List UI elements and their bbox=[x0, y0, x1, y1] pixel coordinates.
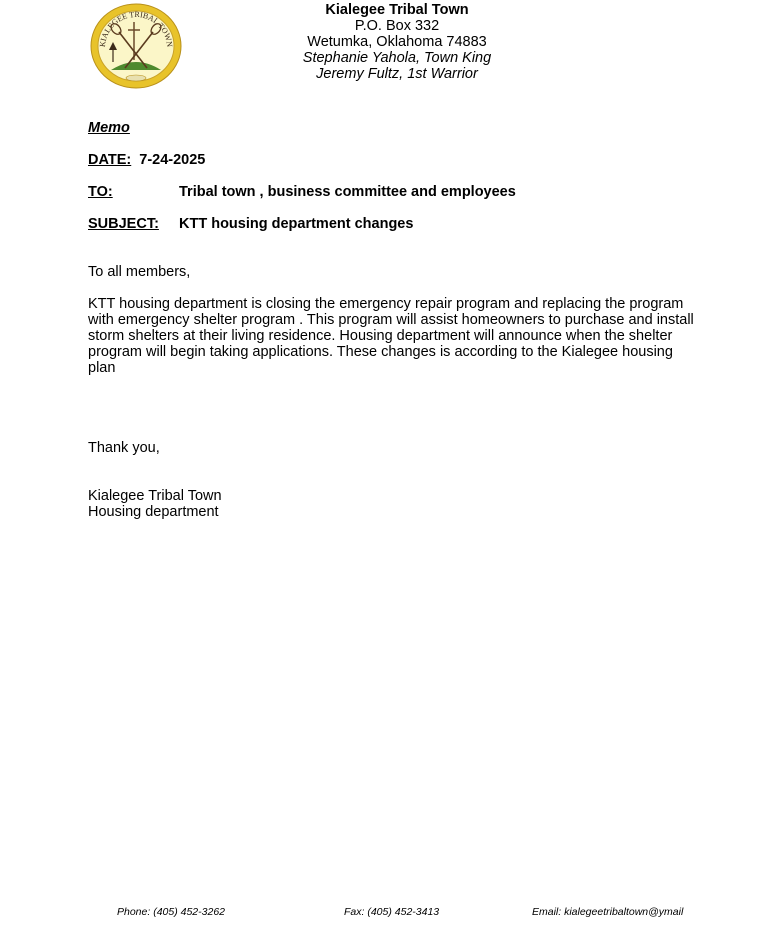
address-line-2: Wetumka, Oklahoma 74883 bbox=[307, 34, 487, 50]
kialegee-tribal-town-seal-icon bbox=[89, 2, 183, 90]
closing: Thank you, bbox=[88, 440, 160, 456]
subject-field bbox=[88, 216, 414, 232]
date-label: DATE: bbox=[88, 152, 132, 168]
official-town-king: Stephanie Yahola, Town King bbox=[302, 50, 492, 66]
footer-email: Email: kialegeetribaltown@ymail bbox=[532, 906, 684, 918]
signature-line-1: Kialegee Tribal Town bbox=[88, 488, 222, 504]
to-field bbox=[88, 184, 516, 200]
address-line-1: P.O. Box 332 bbox=[354, 18, 440, 34]
greeting: To all members, bbox=[88, 264, 191, 280]
official-warrior: Jeremy Fultz, 1st Warrior bbox=[316, 66, 478, 82]
footer-fax: Fax: (405) 452-3413 bbox=[344, 906, 440, 918]
footer-phone: Phone: (405) 452-3262 bbox=[117, 906, 225, 918]
subject-value: KTT housing department changes bbox=[179, 216, 414, 232]
signature-line-2: Housing department bbox=[88, 504, 219, 520]
to-value: Tribal town , business committee and employees bbox=[179, 184, 516, 200]
letterhead bbox=[270, 2, 524, 82]
org-name: Kialegee Tribal Town bbox=[325, 2, 469, 18]
to-label: TO: bbox=[88, 184, 113, 200]
date-field bbox=[88, 152, 205, 168]
body-paragraph: KTT housing department is closing the emergency repair program and replacing the program with emergency shelter program . This program will assist homeowners to purchase and install storm shelters at their living residence. Housing department will announce when the shelter program will begin taking applications. These changes is according to the Kialegee housing plan bbox=[88, 296, 694, 376]
date-value: 7-24-2025 bbox=[139, 152, 206, 168]
memo-heading: Memo bbox=[88, 120, 130, 136]
signature-block bbox=[88, 488, 698, 520]
seal-text: KIALEGEE TRIBAL TOWN bbox=[97, 9, 175, 48]
subject-label: SUBJECT: bbox=[88, 216, 159, 232]
